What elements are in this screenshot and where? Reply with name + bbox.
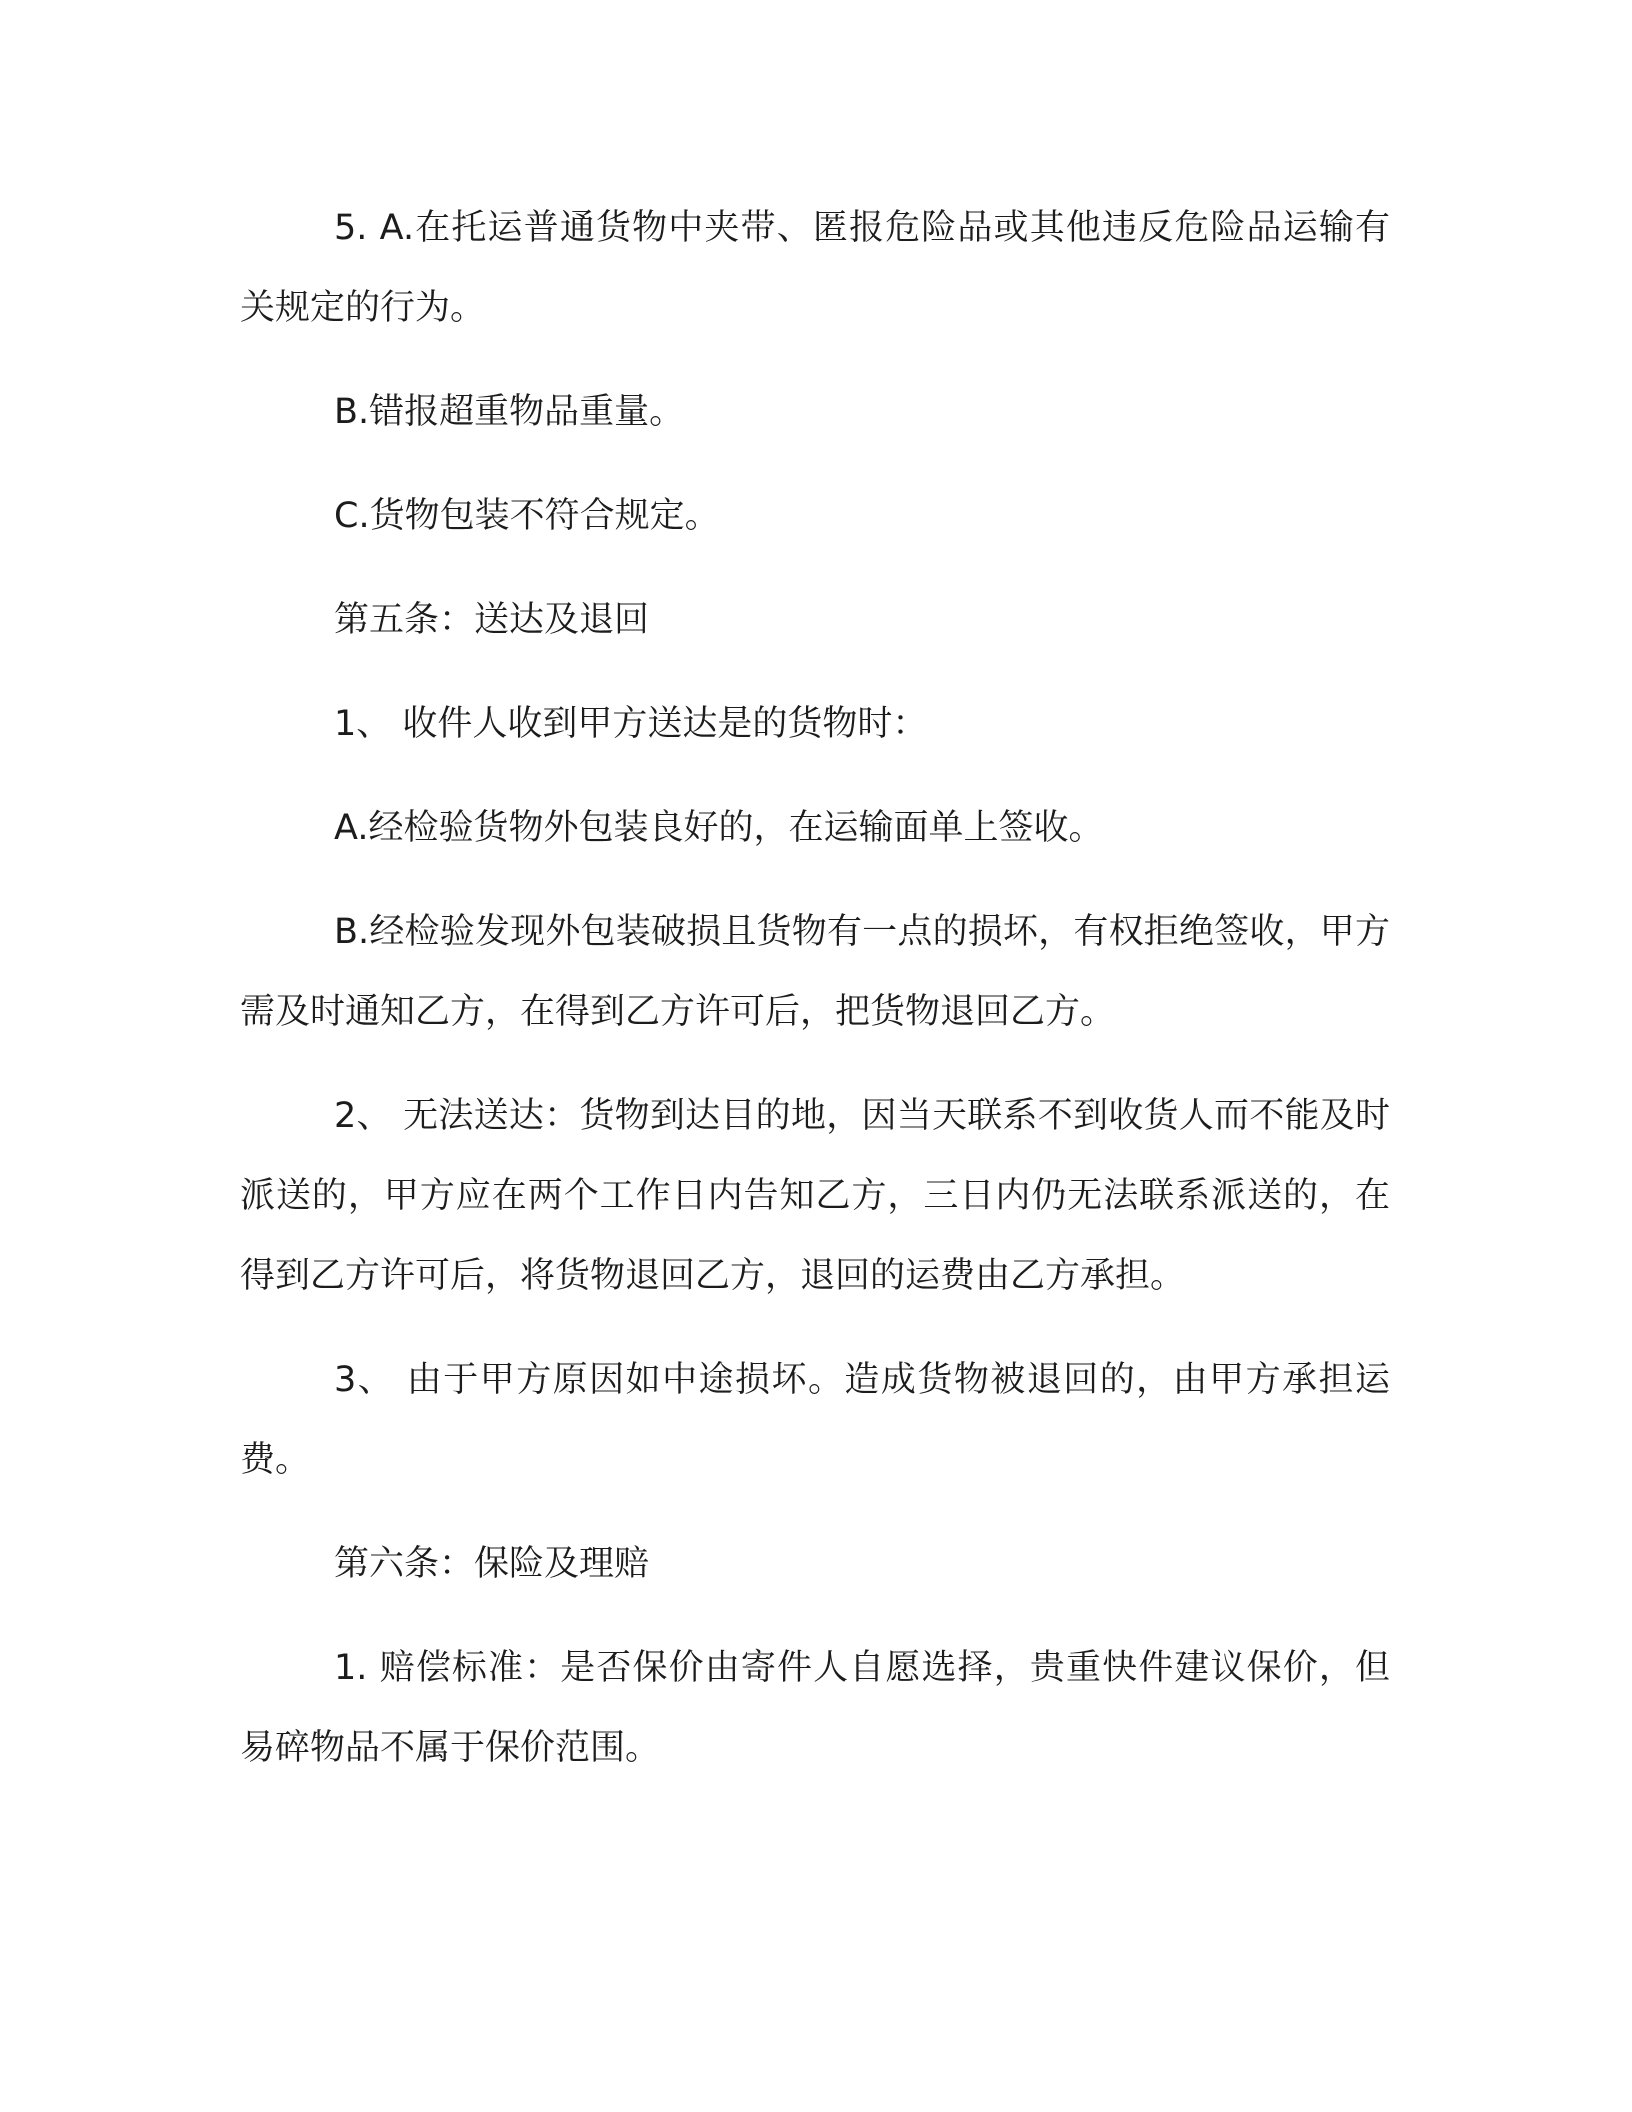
article-5-item-1a: A.经检验货物外包装良好的，在运输面单上签收。 bbox=[334, 808, 1104, 848]
article-6-item-1: 1. 赔偿标准：是否保价由寄件人自愿选择，贵重快件建议保价，但易碎物品不属于保价范围。 bbox=[240, 1648, 1390, 1768]
clause-5-item-a: 5. A.在托运普通货物中夹带、匿报危险品或其他违反危险品运输有关规定的行为。 bbox=[240, 208, 1390, 328]
article-5-item-1b: B.经检验发现外包装破损且货物有一点的损坏，有权拒绝签收，甲方需及时通知乙方，在得到乙方许可后，把货物退回乙方。 bbox=[240, 912, 1390, 1032]
article-5-item-2: 2、 无法送达：货物到达目的地，因当天联系不到收货人而不能及时派送的，甲方应在两个工作日内告知乙方，三日内仍无法联系派送的，在得到乙方许可后，将货物退回乙方，退回的运费由乙方承担。 bbox=[240, 1096, 1390, 1296]
article-5-item-3: 3、 由于甲方原因如中途损坏。造成货物被退回的，由甲方承担运费。 bbox=[240, 1360, 1390, 1480]
article-5-heading: 第五条：送达及退回 bbox=[334, 600, 650, 640]
article-5-item-1: 1、 收件人收到甲方送达是的货物时： bbox=[334, 704, 928, 744]
article-6-heading: 第六条：保险及理赔 bbox=[334, 1544, 650, 1584]
clause-5-item-c: C.货物包装不符合规定。 bbox=[334, 496, 720, 536]
document-body bbox=[240, 188, 1390, 1812]
clause-5-item-b: B.错报超重物品重量。 bbox=[334, 392, 685, 432]
